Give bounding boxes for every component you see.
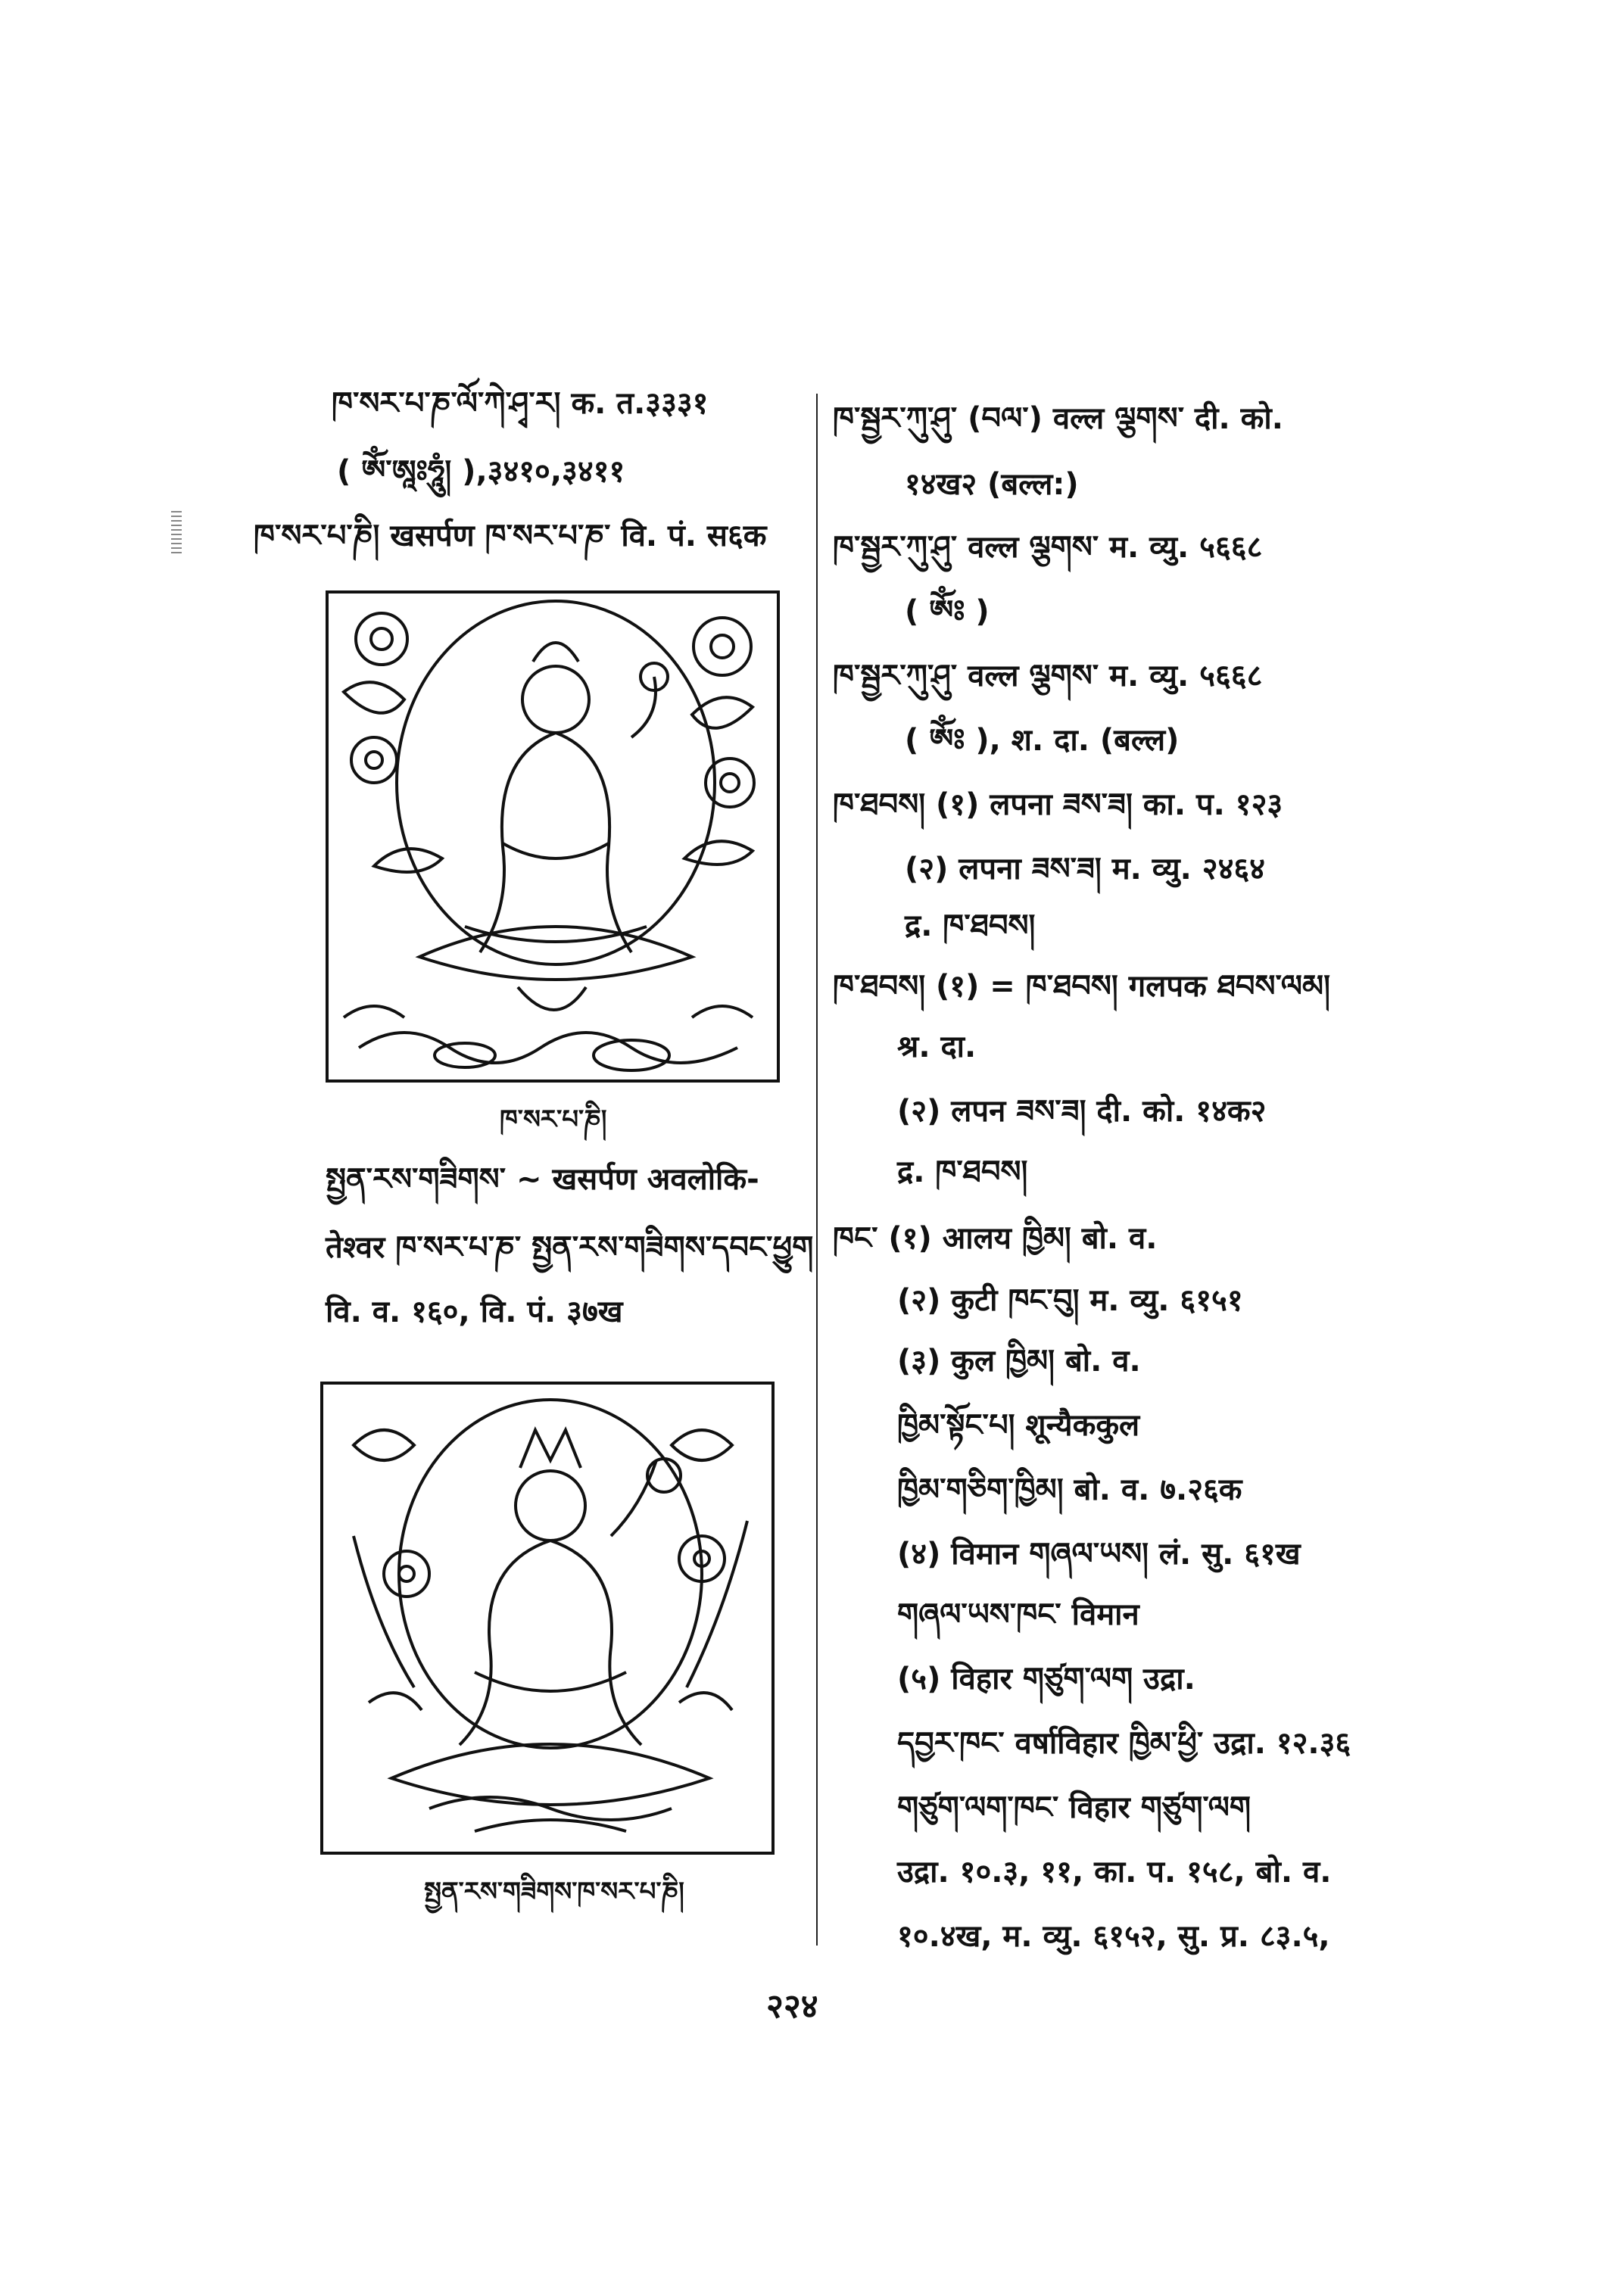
right-line: ཁ་སྦྱར་ཀུ་ཤུ་ (བལ་) वल्ल ལྕགས་ दी. को. <box>833 401 1283 436</box>
left-line: སྤྱན་རས་གཟིགས་ ~ खसर्पण अवलोकि- <box>326 1162 759 1197</box>
right-line: ཁ་སྦྱར་ཀུ་ཤུ་ वल्ल ལྕགས་ म. व्यु. ५६६८ <box>833 530 1263 565</box>
illustration-caption-1: ཁ་སར་པ་ཎི། <box>500 1104 607 1135</box>
deity-drawing-1 <box>329 594 777 1080</box>
right-line: द्र. ཁ་ཐབས། <box>905 908 1036 943</box>
right-line: ( ༀཿ ) <box>905 594 990 629</box>
right-line: ཁྱིམ་སྟོང་པ། शून्यैककुल <box>897 1408 1140 1443</box>
left-line: ( ༀ་ཨཱཿཧཱུཾ། ),३४१०,३४११ <box>337 454 625 489</box>
page-number: २२४ <box>766 1987 818 2026</box>
right-line: (२) लपन ཟས་ཟ། दी. को. १४क२ <box>897 1094 1267 1129</box>
right-line: ( ༀཿ ), श. दा. (बल्ल) <box>905 723 1180 758</box>
right-line: द्र. ཁ་ཐབས། <box>897 1154 1028 1189</box>
right-line: १४ख२ (बल्ल:) <box>905 467 1079 502</box>
left-line: तेश्वर ཁ་སར་པ་ཎ་ སྤྱན་རས་གཟིགས་དབང་ཕྱུག <box>326 1230 814 1265</box>
right-line: (२) कुटी ཁང་བུ། म. व्यु. ६१५१ <box>897 1283 1243 1318</box>
right-line: श्र. दा. <box>897 1030 977 1064</box>
right-line: ཁྱིམ་གཅིག་ཁྱིམ། बो. व. ७.२६क <box>897 1472 1242 1507</box>
right-line: (३) कुल ཁྱིམ། बो. व. <box>897 1344 1141 1379</box>
right-line: (५) विहार གཙུག་ལག उद्रा. <box>897 1662 1195 1696</box>
right-line: ཁ་ཐབས། (१) = ཁ་ཐབས། गलपक ཐབས་ལམ། <box>833 969 1330 1004</box>
right-line: (२) लपना ཟས་ཟ། म. व्यु. २४६४ <box>905 852 1265 886</box>
right-line: ཁ་སྦྱར་ཀུ་ཤུ་ वल्ल ལྕགས་ म. व्यु. ५६६८ <box>833 659 1263 693</box>
right-line: (४) विमान གཞལ་ཡས། लं. सु. ६१ख <box>897 1537 1301 1572</box>
column-divider <box>816 394 818 1946</box>
deity-illustration-1 <box>326 590 780 1083</box>
right-line: གཙུག་ལག་ཁང་ विहार གཙུག་ལག <box>897 1790 1252 1825</box>
margin-marks <box>171 511 182 556</box>
right-line: ཁ་ཐབས། (१) लपना ཟས་ཟ། का. प. १२३ <box>833 787 1283 822</box>
right-line: ཁང་ (१) आलय ཁྱིམ། बो. व. <box>833 1221 1158 1256</box>
left-line: ཁ་སར་པ་ཎི། खसर्पण ཁ་སར་པ་ཎ་ वि. पं. स६क <box>254 519 767 553</box>
deity-illustration-2 <box>320 1382 775 1855</box>
right-line: དབྱར་ཁང་ वर्षाविहार ཁྱིམ་ཕྱི་ उद्रा. १२.३६ <box>897 1726 1351 1761</box>
right-line: उद्रा. १०.३, ११, का. प. १५८, बो. व. <box>897 1855 1332 1890</box>
illustration-caption-2: སྤྱན་རས་གཟིགས་ཁ་སར་པ་ཎི། <box>424 1877 684 1907</box>
left-line: ཁ་སར་པ་ཎ་ལོ་ཀེ་ཤྭ་ར། क. त.३३३१ <box>332 386 709 421</box>
deity-drawing-2 <box>323 1385 771 1852</box>
right-line: १०.४ख, म. व्यु. ६१५२, सु. प्र. ८३.५, <box>897 1919 1330 1954</box>
right-line: གཞལ་ཡས་ཁང་ विमान <box>897 1597 1139 1632</box>
left-line: वि. व. १६०, वि. पं. ३७ख <box>326 1294 623 1329</box>
